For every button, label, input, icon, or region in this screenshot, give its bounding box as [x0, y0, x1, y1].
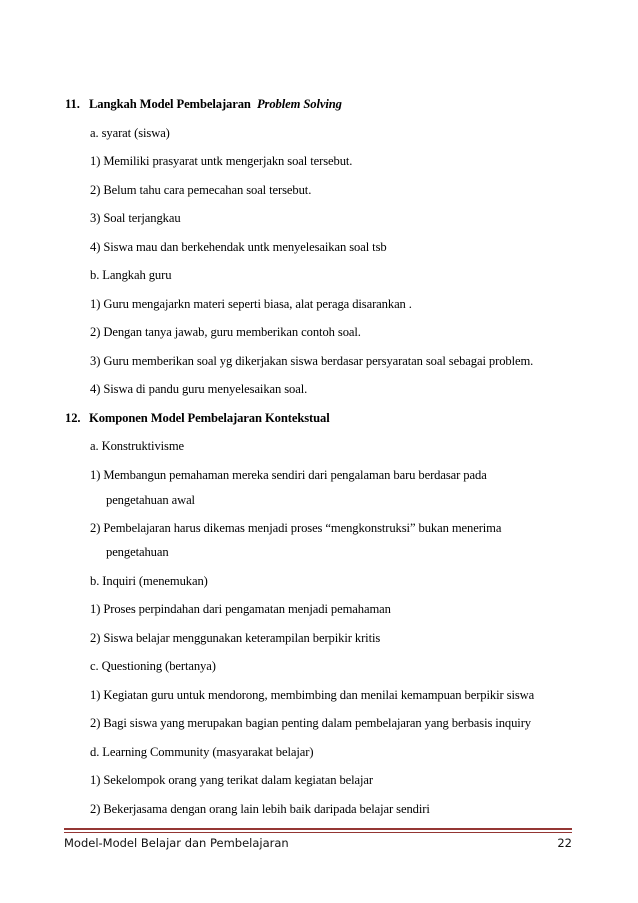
- section-12-item: 1) Kegiatan guru untuk mendorong, membimbing dan menilai kemampuan berpikir siswa: [90, 688, 535, 702]
- section-11-item: 1) Memiliki prasyarat untk mengerjakn soal tersebut.: [90, 154, 353, 168]
- footer-title: Model-Model Belajar dan Pembelajaran: [64, 836, 289, 850]
- section-12-item: b. Inquiri (menemukan): [90, 574, 208, 588]
- section-11-title-italic: Problem Solving: [256, 97, 342, 111]
- section-11-item: a. syarat (siswa): [90, 126, 170, 140]
- section-12-item-continuation: pengetahuan: [106, 545, 169, 559]
- section-12-item-continuation: pengetahuan awal: [106, 493, 195, 507]
- page-number: 22: [557, 836, 572, 850]
- section-11-item: 4) Siswa mau dan berkehendak untk menyelesaikan soal tsb: [90, 240, 387, 254]
- section-12-item: 2) Pembelajaran harus dikemas menjadi proses “mengkonstruksi” bukan menerima: [90, 521, 502, 535]
- section-12-item: d. Learning Community (masyarakat belajar): [90, 745, 314, 759]
- section-12-item: 1) Proses perpindahan dari pengamatan menjadi pemahaman: [90, 602, 391, 616]
- section-12-title: Komponen Model Pembelajaran Kontekstual: [89, 411, 330, 425]
- section-11-heading: [65, 96, 342, 112]
- section-12-number: 12.: [65, 411, 81, 425]
- footer-rule-thin: [64, 832, 572, 833]
- section-11-item: 2) Dengan tanya jawab, guru memberikan contoh soal.: [90, 325, 361, 339]
- section-12-item: a. Konstruktivisme: [90, 439, 185, 453]
- section-12-item: 2) Bagi siswa yang merupakan bagian penting dalam pembelajaran yang berbasis inquiry: [90, 716, 531, 730]
- section-11-item: b. Langkah guru: [90, 268, 172, 282]
- section-11-number: 11.: [65, 97, 80, 111]
- section-12-item: c. Questioning (bertanya): [90, 659, 216, 673]
- section-11-item: 2) Belum tahu cara pemecahan soal tersebut.: [90, 183, 312, 197]
- section-11-item: 1) Guru mengajarkn materi seperti biasa, alat peraga disarankan .: [90, 297, 412, 311]
- section-12-item: 2) Siswa belajar menggunakan keterampilan berpikir kritis: [90, 631, 381, 645]
- section-12-item: 2) Bekerjasama dengan orang lain lebih baik daripada belajar sendiri: [90, 802, 430, 816]
- footer-rule-thick: [64, 828, 572, 830]
- section-12-heading: [65, 410, 330, 426]
- section-12-item: 1) Sekelompok orang yang terikat dalam kegiatan belajar: [90, 773, 374, 787]
- section-11-item: 4) Siswa di pandu guru menyelesaikan soal.: [90, 382, 308, 396]
- section-11-item: 3) Soal terjangkau: [90, 211, 181, 225]
- section-12-item: 1) Membangun pemahaman mereka sendiri dari pengalaman baru berdasar pada: [90, 468, 487, 482]
- section-11-item: 3) Guru memberikan soal yg dikerjakan siswa berdasar persyaratan soal sebagai problem.: [90, 354, 534, 368]
- page-footer: [64, 836, 572, 854]
- section-11-title: Langkah Model Pembelajaran: [89, 97, 251, 111]
